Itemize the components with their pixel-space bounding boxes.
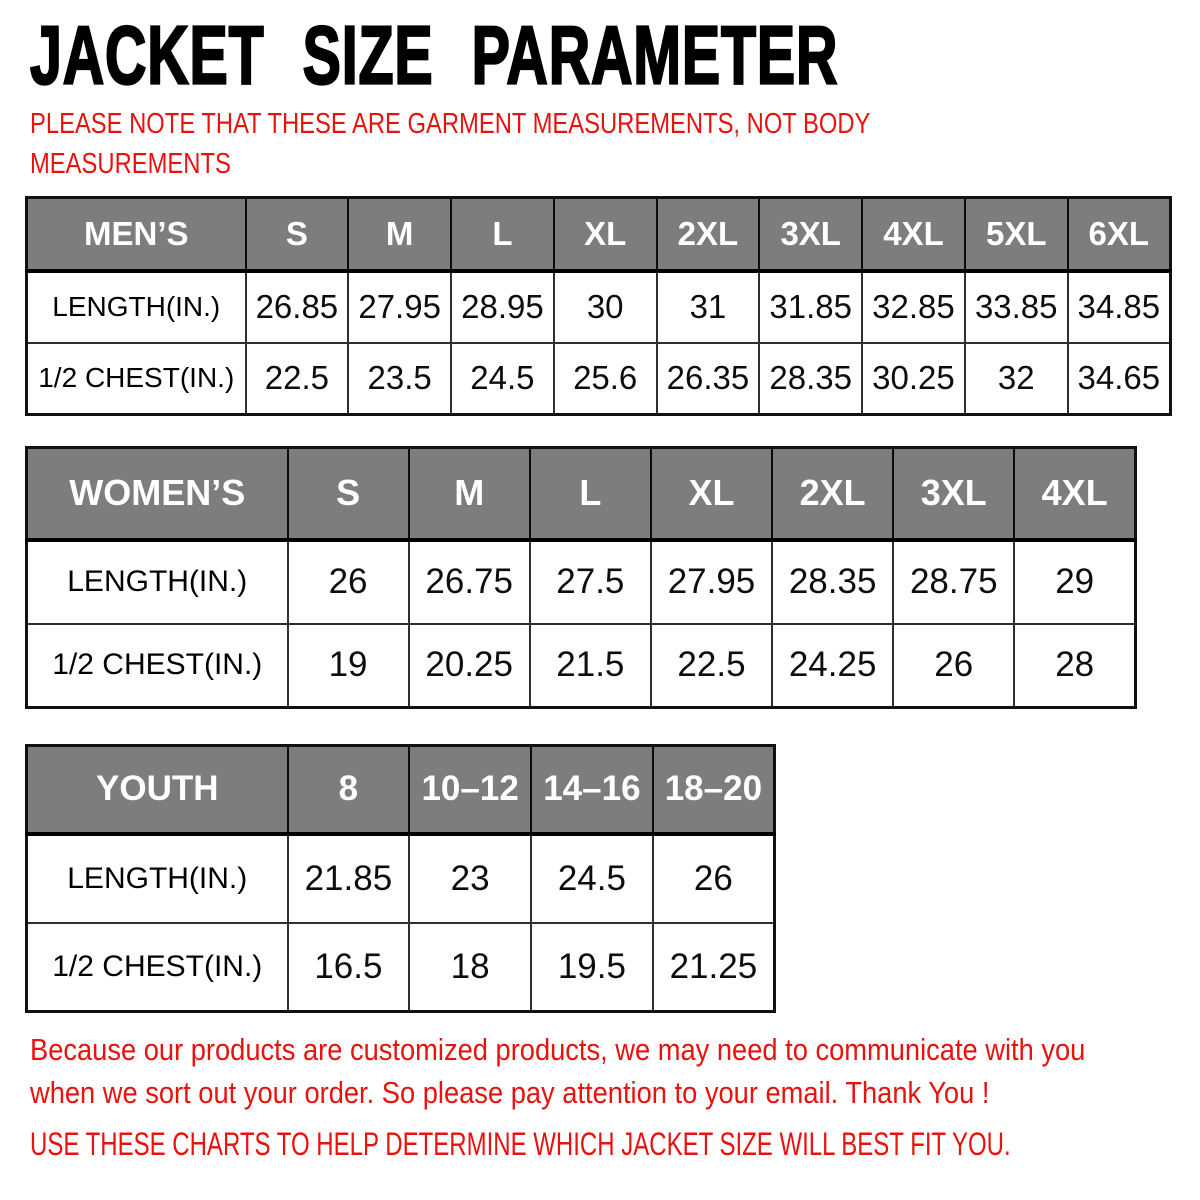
youth-length-label: LENGTH(IN.) <box>27 834 288 923</box>
youth-chest-value: 19.5 <box>531 923 653 1012</box>
womens-chest-row <box>27 624 1136 708</box>
mens-size-header: S <box>246 198 349 271</box>
youth-chest-row <box>27 923 775 1012</box>
youth-size-header: 8 <box>288 746 410 834</box>
mens-length-row <box>27 271 1171 343</box>
mens-size-header: XL <box>554 198 657 271</box>
mens-size-header: 3XL <box>759 198 862 271</box>
garment-note-line-1: PLEASE NOTE THAT THESE ARE GARMENT MEASUREMENTS, NOT BODY <box>30 108 871 140</box>
womens-chest-value: 19 <box>288 624 409 708</box>
youth-length-value: 24.5 <box>531 834 653 923</box>
womens-length-value: 28.75 <box>893 540 1014 624</box>
customization-notice-line-2: when we sort out your order. So please pay attention to your email. Thank You ! <box>30 1075 990 1110</box>
mens-chest-value: 23.5 <box>348 343 451 415</box>
womens-header-row <box>27 448 1136 540</box>
youth-length-value: 26 <box>653 834 775 923</box>
mens-chest-value: 34.65 <box>1068 343 1171 415</box>
mens-size-header: 5XL <box>965 198 1068 271</box>
womens-chest-label: 1/2 CHEST(IN.) <box>27 624 288 708</box>
mens-chest-row <box>27 343 1171 415</box>
youth-table-title: YOUTH <box>27 746 288 834</box>
womens-size-header: 4XL <box>1014 448 1135 540</box>
page-title: JACKET SIZE PARAMETER <box>30 9 839 102</box>
womens-length-label: LENGTH(IN.) <box>27 540 288 624</box>
mens-length-value: 26.85 <box>246 271 349 343</box>
womens-length-value: 26.75 <box>409 540 530 624</box>
mens-size-header: 4XL <box>862 198 965 271</box>
mens-size-header: 6XL <box>1068 198 1171 271</box>
womens-chest-value: 21.5 <box>530 624 651 708</box>
mens-chest-label: 1/2 CHEST(IN.) <box>27 343 246 415</box>
mens-length-value: 28.95 <box>451 271 554 343</box>
womens-chest-value: 28 <box>1014 624 1135 708</box>
womens-length-value: 27.95 <box>651 540 772 624</box>
mens-length-value: 33.85 <box>965 271 1068 343</box>
youth-size-table <box>25 744 776 1013</box>
youth-size-header: 10–12 <box>409 746 531 834</box>
youth-size-header: 18–20 <box>653 746 775 834</box>
youth-length-value: 23 <box>409 834 531 923</box>
youth-chest-value: 18 <box>409 923 531 1012</box>
customization-notice <box>30 1028 1085 1114</box>
customization-notice-line-1: Because our products are customized products, we may need to communicate with you <box>30 1032 1086 1067</box>
womens-size-header: M <box>409 448 530 540</box>
womens-size-header: L <box>530 448 651 540</box>
womens-chest-value: 20.25 <box>409 624 530 708</box>
mens-chest-value: 25.6 <box>554 343 657 415</box>
womens-size-header: 3XL <box>893 448 1014 540</box>
womens-table-title: WOMEN’S <box>27 448 288 540</box>
mens-chest-value: 30.25 <box>862 343 965 415</box>
youth-size-header: 14–16 <box>531 746 653 834</box>
garment-note-line-2: MEASUREMENTS <box>30 148 231 180</box>
womens-size-header: S <box>288 448 409 540</box>
mens-table-title: MEN’S <box>27 198 246 271</box>
mens-chest-value: 32 <box>965 343 1068 415</box>
mens-length-value: 31 <box>657 271 760 343</box>
usage-instruction: USE THESE CHARTS TO HELP DETERMINE WHICH JACKET SIZE WILL BEST FIT YOU. <box>30 1126 1011 1162</box>
mens-length-label: LENGTH(IN.) <box>27 271 246 343</box>
mens-chest-value: 24.5 <box>451 343 554 415</box>
mens-chest-value: 22.5 <box>246 343 349 415</box>
womens-chest-value: 22.5 <box>651 624 772 708</box>
mens-length-value: 27.95 <box>348 271 451 343</box>
mens-length-value: 34.85 <box>1068 271 1171 343</box>
womens-chest-value: 24.25 <box>772 624 893 708</box>
womens-length-row <box>27 540 1136 624</box>
mens-length-value: 31.85 <box>759 271 862 343</box>
mens-length-value: 32.85 <box>862 271 965 343</box>
womens-length-value: 29 <box>1014 540 1135 624</box>
mens-size-header: 2XL <box>657 198 760 271</box>
mens-chest-value: 26.35 <box>657 343 760 415</box>
garment-measurement-note <box>30 104 870 184</box>
womens-size-header: 2XL <box>772 448 893 540</box>
youth-chest-label: 1/2 CHEST(IN.) <box>27 923 288 1012</box>
mens-size-header: M <box>348 198 451 271</box>
youth-chest-value: 16.5 <box>288 923 410 1012</box>
youth-header-row <box>27 746 775 834</box>
womens-length-value: 27.5 <box>530 540 651 624</box>
womens-length-value: 26 <box>288 540 409 624</box>
mens-size-table <box>25 196 1172 416</box>
youth-length-row <box>27 834 775 923</box>
womens-length-value: 28.35 <box>772 540 893 624</box>
mens-header-row <box>27 198 1171 271</box>
youth-chest-value: 21.25 <box>653 923 775 1012</box>
womens-chest-value: 26 <box>893 624 1014 708</box>
youth-length-value: 21.85 <box>288 834 410 923</box>
womens-size-header: XL <box>651 448 772 540</box>
mens-size-header: L <box>451 198 554 271</box>
mens-length-value: 30 <box>554 271 657 343</box>
womens-size-table <box>25 446 1137 709</box>
mens-chest-value: 28.35 <box>759 343 862 415</box>
